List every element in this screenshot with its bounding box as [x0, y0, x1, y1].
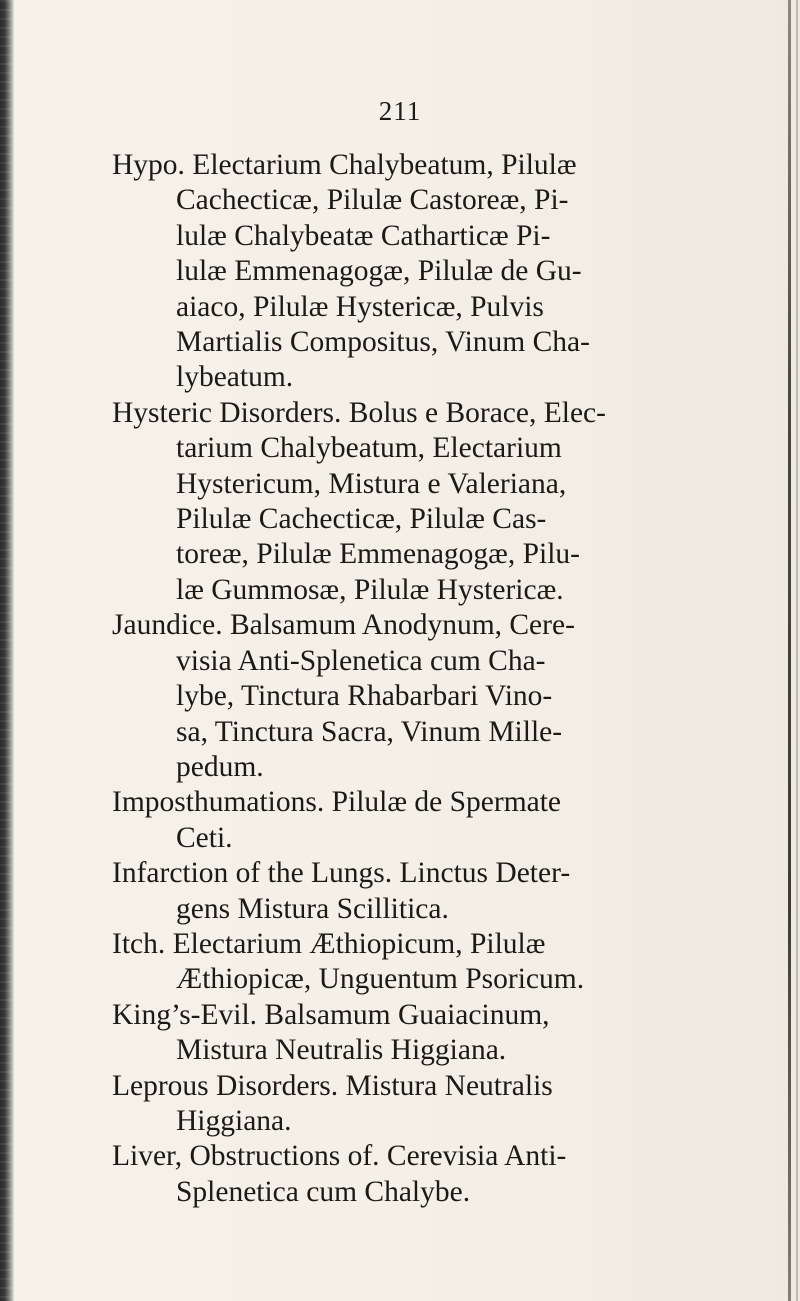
entry-continuation-line: Martialis Compositus, Vinum Cha- [176, 326, 590, 359]
index-entry [112, 998, 672, 1069]
entry-continuation-line: Æthiopicæ, Unguentum Psoricum. [176, 963, 585, 996]
entry-continuation-line: aiaco, Pilulæ Hystericæ, Pulvis [176, 290, 544, 323]
entry-continuation-line: sa, Tinctura Sacra, Vinum Mille- [176, 715, 563, 748]
entry-continuation-line: lybeatum. [176, 361, 294, 394]
index-entry [112, 148, 672, 396]
entry-continuation-line: Higgiana. [176, 1104, 292, 1137]
page-number: 211 [378, 96, 422, 126]
entry-continuation-line: læ Gummosæ, Pilulæ Hystericæ. [176, 573, 564, 606]
entry-continuation-line: tarium Chalybeatum, Electarium [176, 432, 562, 465]
binding-texture [0, 0, 12, 1301]
index-entries [112, 148, 672, 1210]
index-entry [112, 1069, 672, 1140]
entry-continuation-line: visia Anti-Splenetica cum Cha- [176, 644, 546, 677]
entry-continuation-line: Cachecticæ, Pilulæ Castoreæ, Pi- [176, 184, 569, 217]
entry-continuation-line: lulæ Emmenagogæ, Pilulæ de Gu- [176, 255, 582, 288]
entry-heading-line: Liver, Obstructions of. Cerevisia Anti- [112, 1140, 567, 1173]
entry-heading-line: Leprous Disorders. Mistura Neutralis [112, 1069, 553, 1102]
entry-continuation-line: Hystericum, Mistura e Valeriana, [176, 467, 567, 500]
entry-continuation-line: lybe, Tinctura Rhabarbari Vino- [176, 680, 553, 713]
page-edge-right [788, 0, 791, 1301]
entry-heading-line: Hypo. Electarium Chalybeatum, Pilulæ [112, 149, 577, 181]
index-entry [112, 396, 672, 608]
entry-heading-line: King’s-Evil. Balsamum Guaiacinum, [112, 998, 550, 1031]
entry-continuation-line: Pilulæ Cachecticæ, Pilulæ Cas- [176, 503, 547, 536]
entry-continuation-line: toreæ, Pilulæ Emmenagogæ, Pilu- [176, 538, 580, 571]
index-entry [112, 927, 672, 998]
entry-heading-line: Infarction of the Lungs. Linctus Deter- [112, 857, 571, 890]
entry-heading-line: Itch. Electarium Æthiopicum, Pilulæ [112, 927, 546, 960]
entry-continuation-line: Splenetica cum Chalybe. [176, 1175, 471, 1208]
index-entry [112, 856, 672, 927]
index-entry [112, 785, 672, 856]
entry-heading-line: Hysteric Disorders. Bolus e Borace, Elec- [112, 396, 606, 429]
index-entry [112, 1139, 672, 1210]
page-edge-right-outer [796, 0, 798, 1301]
entry-continuation-line: lulæ Chalybeatæ Catharticæ Pi- [176, 219, 551, 252]
entry-heading-line: Jaundice. Balsamum Anodynum, Cere- [112, 609, 575, 642]
entry-continuation-line: Ceti. [176, 821, 233, 854]
entry-heading-line: Imposthumations. Pilulæ de Spermate [112, 786, 562, 819]
entry-continuation-line: gens Mistura Scillitica. [176, 892, 449, 925]
entry-continuation-line: Mistura Neutralis Higgiana. [176, 1034, 507, 1067]
entry-continuation-line: pedum. [176, 750, 264, 783]
index-entry [112, 608, 672, 785]
